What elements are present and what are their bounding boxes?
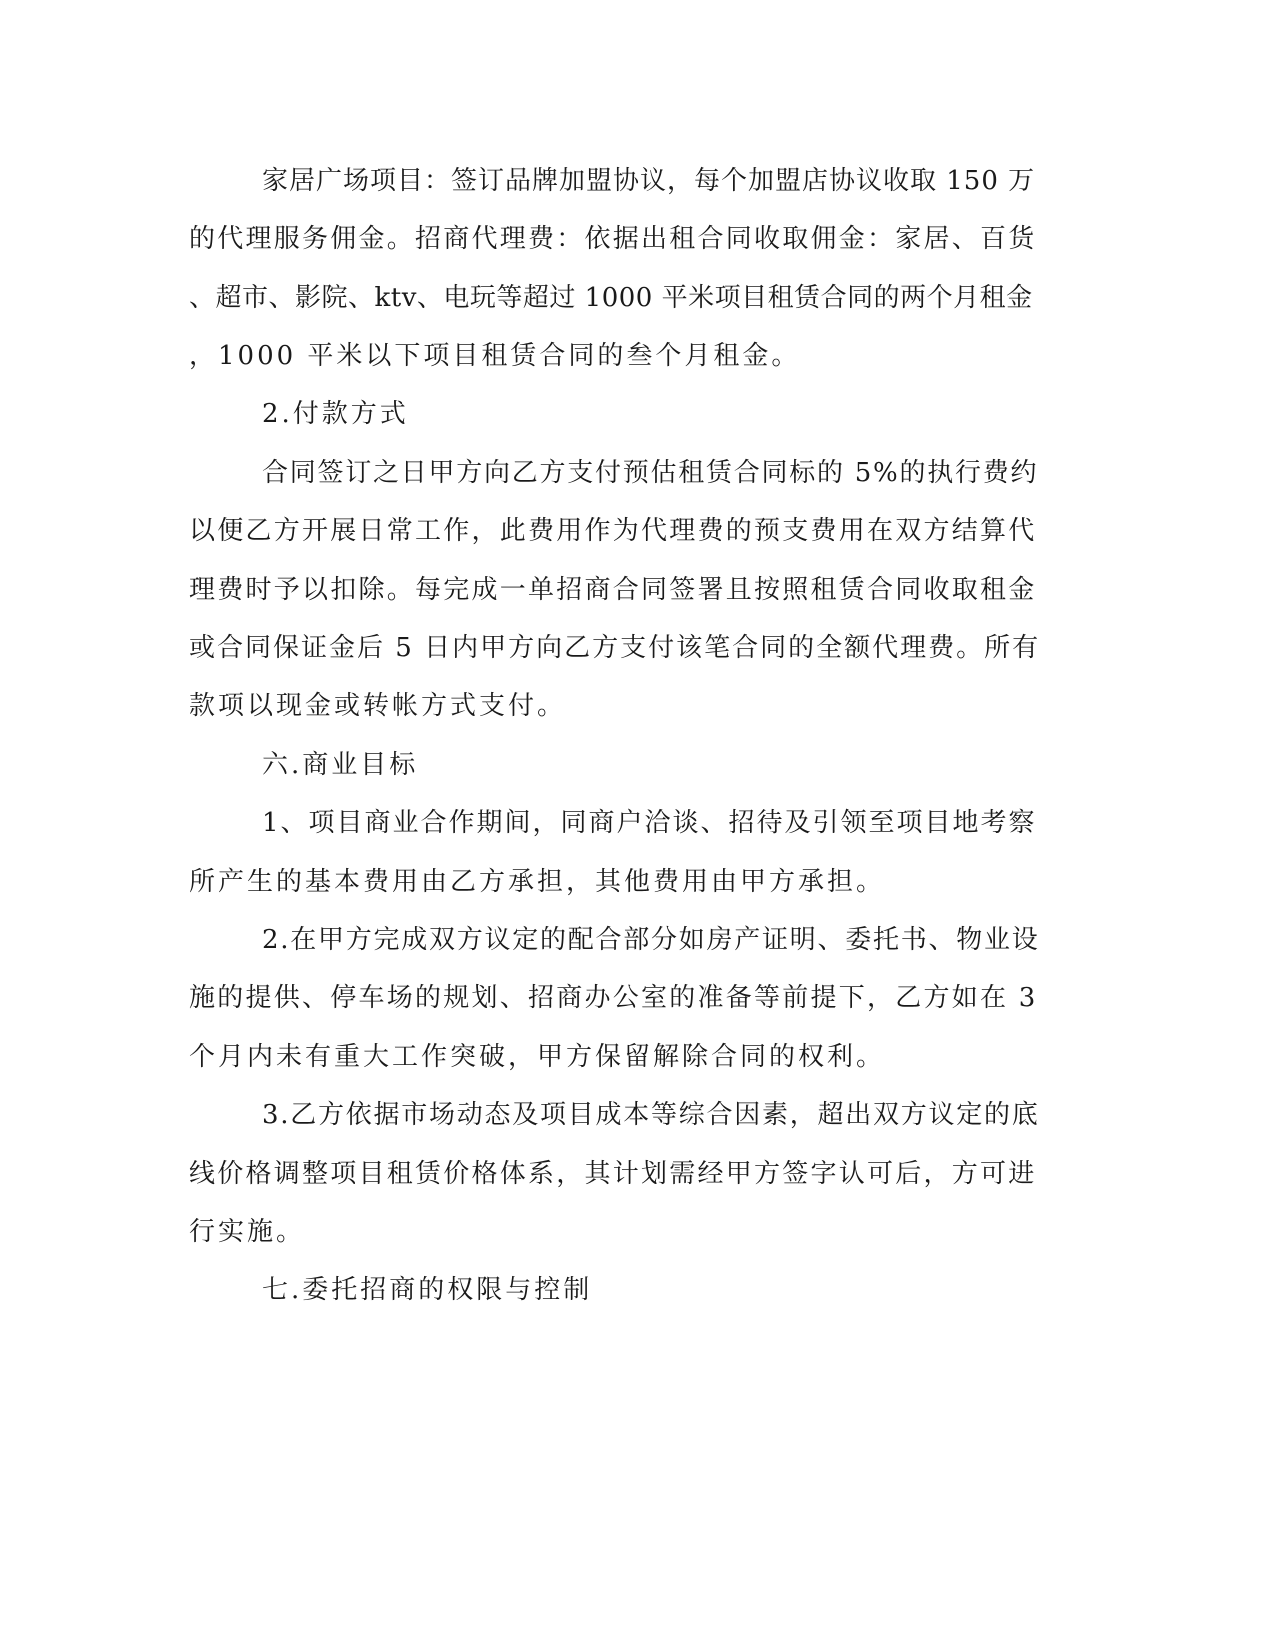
paragraph-line: ，1000 平米以下项目租赁合同的叁个月租金。 — [189, 341, 801, 371]
paragraph-line: 个月内未有重大工作突破，甲方保留解除合同的权利。 — [189, 1042, 886, 1072]
paragraph-line: 2.在甲方完成双方议定的配合部分如房产证明、委托书、物业设 — [262, 925, 1040, 955]
section-heading: 2.付款方式 — [262, 399, 409, 429]
paragraph-line: 、超市、影院、ktv、电玩等超过 1000 平米项目租赁合同的两个月租金 — [189, 283, 1033, 313]
paragraph-line: 1、项目商业合作期间，同商户洽谈、招待及引领至项目地考察 — [262, 808, 1037, 838]
paragraph-line: 所产生的基本费用由乙方承担，其他费用由甲方承担。 — [189, 867, 886, 897]
section-heading: 六.商业目标 — [262, 750, 419, 780]
paragraph-line: 家居广场项目：签订品牌加盟协议，每个加盟店协议收取 150 万 — [262, 166, 1036, 196]
paragraph-line: 3.乙方依据市场动态及项目成本等综合因素，超出双方议定的底 — [262, 1100, 1040, 1130]
paragraph-line: 线价格调整项目租赁价格体系，其计划需经甲方签字认可后，方可进 — [189, 1159, 1037, 1189]
paragraph-line: 或合同保证金后 5 日内甲方向乙方支付该笔合同的全额代理费。所有 — [189, 633, 1041, 663]
paragraph-line: 行实施。 — [189, 1217, 306, 1247]
paragraph-line: 的代理服务佣金。招商代理费：依据出租合同收取佣金：家居、百货 — [189, 224, 1037, 254]
paragraph-line: 理费时予以扣除。每完成一单招商合同签署且按照租赁合同收取租金 — [189, 575, 1037, 605]
paragraph-line: 款项以现金或转帐方式支付。 — [189, 691, 567, 721]
section-heading: 七.委托招商的权限与控制 — [262, 1275, 593, 1305]
paragraph-line: 合同签订之日甲方向乙方支付预估租赁合同标的 5%的执行费约 — [262, 458, 1039, 488]
paragraph-line: 施的提供、停车场的规划、招商办公室的准备等前提下，乙方如在 3 — [189, 983, 1038, 1013]
paragraph-line: 以便乙方开展日常工作，此费用作为代理费的预支费用在双方结算代 — [189, 516, 1037, 546]
